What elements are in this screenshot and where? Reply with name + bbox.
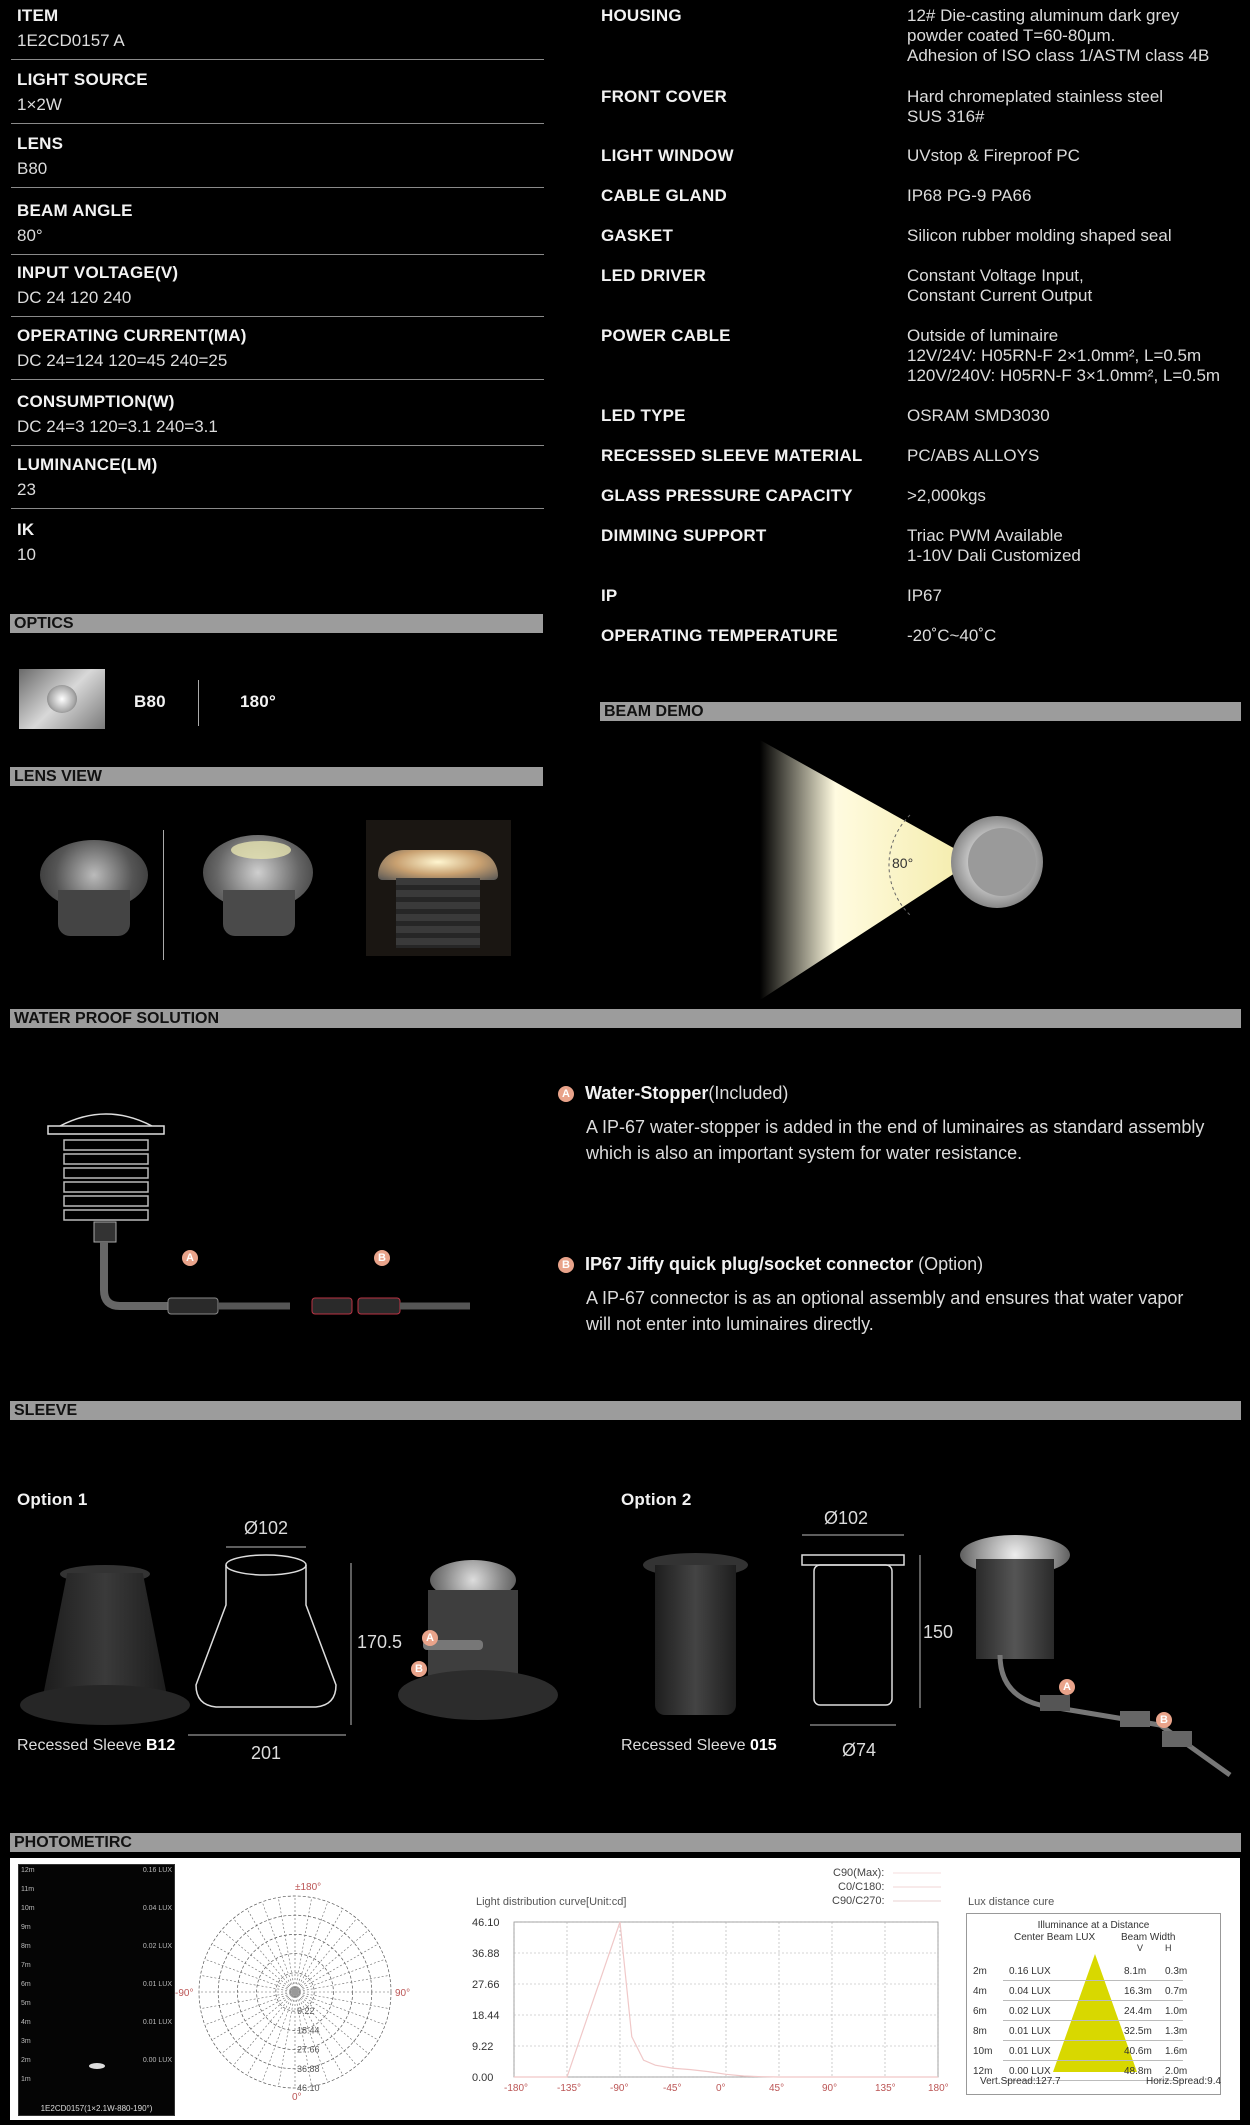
spec-value: DC 24=124 120=45 240=25 [17, 351, 228, 370]
spec-label: LED TYPE [601, 406, 686, 425]
lux-table-title: Illuminance at a Distance [1037, 1920, 1150, 1931]
curve-x-tick: 45° [769, 2083, 785, 2094]
spec-label: INPUT VOLTAGE(V) [17, 263, 179, 282]
isolux-spot [89, 2063, 105, 2069]
lens-view-top-image [40, 840, 150, 940]
spec-value: Hard chromeplated stainless steel [907, 87, 1164, 106]
isolux-distance-label: 9m [21, 1924, 31, 1931]
isolux-distance-label: 11m [21, 1886, 35, 1893]
sleeve-015-image [643, 1553, 748, 1718]
isolux-lux-label: 0.00 LUX [142, 2057, 172, 2064]
lux-row-divider [1003, 1980, 1183, 1981]
waterproof-b-badge: B [558, 1257, 574, 1273]
spec-label: CABLE GLAND [601, 186, 727, 205]
lux-table-v: V [1137, 1943, 1144, 1953]
waterproof-b-text-1: A IP-67 connector is as an optional assembly and ensures that water vapor [586, 1288, 1184, 1308]
spec-value: IP67 [907, 586, 942, 605]
spec-value: 1E2CD0157 A [17, 31, 125, 50]
beam-cone [760, 740, 975, 1000]
sleeve-option-2-height: 150 [923, 1622, 954, 1642]
spec-value: Triac PWM Available [907, 526, 1063, 545]
isolux-lux-label: 0.01 LUX [142, 2019, 172, 2026]
curve-x-tick: 135° [875, 2083, 896, 2094]
isolux-distance-label: 6m [21, 1981, 31, 1988]
spec-divider [11, 508, 544, 509]
isolux-lux-label: 0.04 LUX [142, 1905, 172, 1912]
lux-row-h: 1.0m [1165, 2006, 1188, 2017]
lux-row-divider [1003, 2060, 1183, 2061]
isolux-caption: 1E2CD0157(1×2.1W-880-190°) [40, 2104, 153, 2113]
spec-value: DC 24=3 120=3.1 240=3.1 [17, 417, 218, 436]
spec-label: LENS [17, 134, 64, 153]
isolux-distance-label: 7m [21, 1962, 31, 1969]
sleeve-option-1-height: 170.5 [357, 1632, 403, 1652]
polar-ring-label: 18.44 [297, 2025, 320, 2036]
sleeve-option-2-marker-a: A [1059, 1679, 1075, 1695]
spec-label: HOUSING [601, 6, 682, 25]
isolux-lux-label: 0.02 LUX [142, 1943, 172, 1950]
spec-label: LED DRIVER [601, 266, 706, 285]
curve-x-tick: 90° [822, 2083, 838, 2094]
isolux-lux-label: 0.16 LUX [142, 1867, 172, 1874]
beam-demo-diagram [760, 730, 1060, 1005]
spec-label: RECESSED SLEEVE MATERIAL [601, 446, 863, 465]
lux-horiz-spread: Horiz.Spread:9.4 [1146, 2076, 1222, 2087]
waterproof-a-badge: A [558, 1086, 574, 1102]
lux-row-v: 16.3m [1124, 1986, 1152, 1997]
lux-row-distance: 6m [973, 2006, 987, 2017]
spec-value: 1-10V Dali Customized [907, 546, 1081, 565]
sleeve-option-1-title: Option 1 [17, 1490, 88, 1509]
sleeve-option-2-caption-pre: Recessed Sleeve [621, 1737, 750, 1754]
spec-value: 12V/24V: H05RN-F 2×1.0mm², L=0.5m [907, 346, 1202, 365]
curve-y-tick: 9.22 [472, 2041, 494, 2053]
lux-row-value: 0.04 LUX [1009, 1986, 1051, 1997]
sleeve-option-1-marker-b: B [411, 1661, 427, 1677]
curve-legend-lines [893, 1867, 943, 1907]
lux-table [966, 1913, 1221, 2095]
beam-demo-header: BEAM DEMO [600, 702, 1241, 721]
lux-row-h: 1.6m [1165, 2046, 1188, 2057]
sleeve-option-1-caption [17, 1737, 175, 1755]
waterproof-b-title: IP67 Jiffy quick plug/socket connector [585, 1254, 914, 1274]
waterproof-marker-a: A [182, 1250, 198, 1266]
lux-row-distance: 4m [973, 1986, 987, 1997]
polar-ring-label: 46.10 [297, 2083, 320, 2093]
isolux-distance-label: 8m [21, 1943, 31, 1950]
waterproof-a-block [558, 1082, 1248, 1166]
lux-row-v: 40.6m [1124, 2046, 1152, 2057]
polar-label-right: 90° [395, 1988, 411, 1999]
curve-y-tick: 46.10 [472, 1917, 500, 1929]
lux-row-v: 8.1m [1124, 1966, 1147, 1977]
lux-row-divider [1003, 2000, 1183, 2001]
lux-row-divider [1003, 2040, 1183, 2041]
lens-view-lit-image [366, 820, 511, 956]
polar-spoke [247, 1992, 295, 2075]
lens-view-header: LENS VIEW [10, 767, 543, 786]
sleeve-option-2-caption-code: 015 [749, 1737, 777, 1754]
spec-divider [11, 445, 544, 446]
polar-spoke [247, 1909, 295, 1992]
curve-legend-1: C90(Max): [833, 1867, 885, 1879]
polar-chart [175, 1870, 411, 2110]
lux-table-col2: Beam Width [1121, 1932, 1176, 1943]
polar-spoke [212, 1944, 295, 1992]
lux-row-h: 2.0m [1165, 2066, 1188, 2077]
lux-row-distance: 10m [973, 2046, 993, 2057]
spec-value: Outside of luminaire [907, 326, 1059, 345]
sleeve-option-2-diameter: Ø102 [824, 1508, 869, 1528]
lux-row-distance: 2m [973, 1966, 987, 1977]
optics-angle: 180° [240, 692, 276, 711]
sleeve-b12-image [20, 1565, 190, 1730]
optics-header: OPTICS [10, 614, 543, 633]
curve-y-tick: 0.00 [472, 2072, 494, 2084]
spec-label: BEAM ANGLE [17, 201, 133, 220]
beam-angle-label: 80° [892, 855, 914, 871]
sleeve-header: SLEEVE [10, 1401, 1241, 1420]
isolux-distance-label: 12m [21, 1867, 35, 1874]
spec-divider [11, 254, 544, 255]
spec-divider [11, 123, 544, 124]
isolux-distance-label: 3m [21, 2038, 31, 2045]
lux-row-value: 0.00 LUX [1009, 2066, 1051, 2077]
spec-value: 23 [17, 480, 36, 499]
water-proof-diagram [40, 1110, 480, 1340]
sleeve-option-2-caption [621, 1737, 777, 1755]
spec-value: 80° [17, 226, 43, 245]
polar-center [291, 1988, 299, 1996]
waterproof-marker-b: B [374, 1250, 390, 1266]
curve-y-tick: 27.66 [472, 1979, 500, 1991]
spec-divider [11, 59, 544, 60]
lux-title: Lux distance cure [968, 1896, 1055, 1908]
spec-label: FRONT COVER [601, 87, 727, 106]
spec-label: IK [17, 520, 35, 539]
isolux-distance-label: 5m [21, 2000, 31, 2007]
curve-title: Light distribution curve[Unit:cd] [476, 1896, 627, 1908]
spec-divider [11, 316, 544, 317]
polar-ring-label: 27.66 [297, 2044, 320, 2055]
lux-row-h: 0.7m [1165, 1986, 1188, 1997]
curve-y-tick: 36.88 [472, 1948, 500, 1960]
sleeve-option-1-marker-a: A [422, 1630, 438, 1646]
waterproof-a-text-2: which is also an important system for water resistance. [586, 1143, 1023, 1163]
spec-value: 12# Die-casting aluminum dark grey [907, 6, 1180, 25]
sleeve-option-1-diameter: Ø102 [244, 1518, 289, 1538]
spec-value: 10 [17, 545, 36, 564]
spec-label: OPERATING TEMPERATURE [601, 626, 838, 645]
polar-ring-label: 9.22 [297, 2006, 315, 2017]
waterproof-a-suffix: (Included) [708, 1083, 789, 1103]
lux-row-value: 0.01 LUX [1009, 2046, 1051, 2057]
spec-label: IP [601, 586, 618, 605]
spec-value: >2,000kgs [907, 486, 986, 505]
isolux-distance-label: 2m [21, 2057, 31, 2064]
lux-row-v: 32.5m [1124, 2026, 1152, 2037]
curve-x-tick: 0° [716, 2083, 726, 2094]
lux-row-value: 0.02 LUX [1009, 2006, 1051, 2017]
spec-label: LUMINANCE(LM) [17, 455, 158, 474]
spec-label: CONSUMPTION(W) [17, 392, 175, 411]
polar-spoke [295, 1909, 343, 1992]
specs-left [17, 0, 547, 580]
spec-label: DIMMING SUPPORT [601, 526, 767, 545]
lux-table-h: H [1165, 1943, 1172, 1953]
polar-spoke [295, 1944, 378, 1992]
spec-label: LIGHT WINDOW [601, 146, 734, 165]
spec-value: B80 [17, 159, 48, 178]
spec-value: Constant Voltage Input, [907, 266, 1084, 285]
specs-right [601, 0, 1241, 660]
lux-row-v: 24.4m [1124, 2006, 1152, 2017]
waterproof-a-text-1: A IP-67 water-stopper is added in the end of luminaires as standard assembly [586, 1117, 1205, 1137]
lux-row-distance: 12m [973, 2066, 993, 2077]
spec-label: POWER CABLE [601, 326, 731, 345]
lux-table-col1: Center Beam LUX [1014, 1932, 1096, 1943]
photometric-header: PHOTOMETIRC [10, 1833, 1241, 1852]
polar-ring-label: 36.88 [297, 2063, 320, 2074]
sleeve-option-1-base: 201 [251, 1743, 282, 1763]
optics-lens-image [19, 669, 105, 729]
waterproof-b-block [558, 1253, 1248, 1337]
spec-label: GASKET [601, 226, 674, 245]
lux-row-divider [1003, 2020, 1183, 2021]
spec-label: OPERATING CURRENT(MA) [17, 326, 247, 345]
sleeve-option-2-installed-image [960, 1535, 1240, 1775]
sleeve-option-2-base: Ø74 [842, 1740, 877, 1760]
isolux-distance-label: 10m [21, 1905, 35, 1912]
curve-x-tick: -45° [663, 2083, 682, 2094]
lens-view-angled-image [203, 835, 313, 940]
spec-value: DC 24 120 240 [17, 288, 132, 307]
lux-row-value: 0.16 LUX [1009, 1966, 1051, 1977]
polar-label-left: -90° [175, 1988, 194, 1999]
spec-value: -20˚C~40˚C [907, 626, 997, 645]
sleeve-option-1-caption-pre: Recessed Sleeve [17, 1737, 146, 1754]
sleeve-option-1-caption-code: B12 [145, 1737, 176, 1754]
sleeve-option-2-drawing [800, 1533, 940, 1733]
spec-value: SUS 316# [907, 107, 985, 126]
light-distribution-chart [468, 1910, 948, 2105]
spec-value: Silicon rubber molding shaped seal [907, 226, 1172, 245]
sleeve-option-1-drawing [186, 1545, 386, 1745]
polar-label-bottom: 0° [292, 2092, 302, 2103]
spec-value: Constant Current Output [907, 286, 1093, 305]
lens-view-divider [163, 830, 164, 960]
lux-row-distance: 8m [973, 2026, 987, 2037]
sleeve-option-2-marker-b: B [1156, 1712, 1172, 1728]
spec-label: LIGHT SOURCE [17, 70, 148, 89]
spec-label: ITEM [17, 6, 59, 25]
optics-divider [198, 680, 199, 726]
spec-value: UVstop & Fireproof PC [907, 146, 1080, 165]
spec-value: 120V/240V: H05RN-F 3×1.0mm², L=0.5m [907, 366, 1221, 385]
isolux-distance-label: 4m [21, 2019, 31, 2026]
lux-row-h: 1.3m [1165, 2026, 1188, 2037]
sleeve-option-1-installed-image [398, 1560, 558, 1730]
spec-value: Adhesion of ISO class 1/ASTM class 4B [907, 46, 1210, 65]
curve-x-tick: -90° [610, 2083, 629, 2094]
spec-divider [11, 187, 544, 188]
lux-row-v: 48.8m [1124, 2066, 1152, 2077]
waterproof-b-suffix: (Option) [913, 1254, 984, 1274]
spec-label: GLASS PRESSURE CAPACITY [601, 486, 853, 505]
optics-lens-name: B80 [134, 692, 166, 711]
lux-row-h: 0.3m [1165, 1966, 1188, 1977]
isolux-lux-label: 0.01 LUX [142, 1981, 172, 1988]
polar-spoke [212, 1992, 295, 2040]
waterproof-b-text-2: will not enter into luminaires directly. [586, 1314, 874, 1334]
sleeve-option-2-title: Option 2 [621, 1490, 692, 1509]
water-proof-header: WATER PROOF SOLUTION [10, 1009, 1241, 1028]
spec-value: 1×2W [17, 95, 62, 114]
spec-value: PC/ABS ALLOYS [907, 446, 1040, 465]
isolux-chart [18, 1864, 175, 2116]
spec-value: IP68 PG-9 PA66 [907, 186, 1032, 205]
spec-value: OSRAM SMD3030 [907, 406, 1050, 425]
polar-label-top: ±180° [295, 1882, 322, 1893]
curve-y-tick: 18.44 [472, 2010, 500, 2022]
waterproof-a-title: Water-Stopper [585, 1083, 709, 1103]
lux-vert-spread: Vert.Spread:127.7 [980, 2076, 1061, 2087]
curve-x-tick: 180° [928, 2083, 949, 2094]
spec-divider [11, 379, 544, 380]
curve-legend-3: C90/C270: [832, 1895, 885, 1907]
spec-value: powder coated T=60-80μm. [907, 26, 1116, 45]
isolux-distance-label: 1m [21, 2076, 31, 2083]
curve-legend-2: C0/C180: [838, 1881, 885, 1893]
curve-x-tick: -135° [557, 2083, 582, 2094]
curve-x-tick: -180° [504, 2083, 529, 2094]
lux-row-value: 0.01 LUX [1009, 2026, 1051, 2037]
